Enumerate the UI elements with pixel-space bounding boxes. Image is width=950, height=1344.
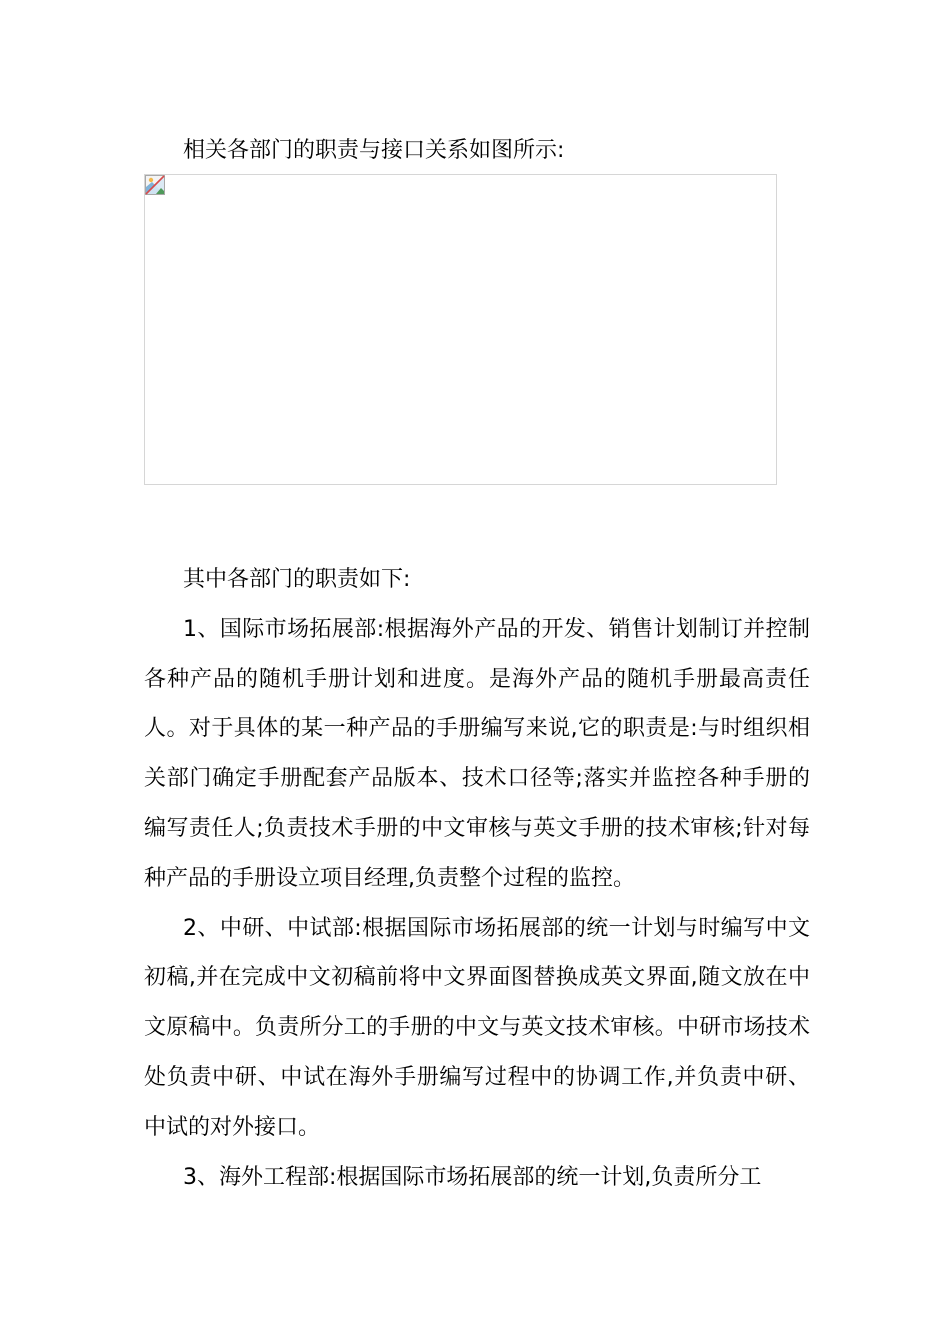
section-heading: 其中各部门的职责如下: xyxy=(183,567,411,592)
broken-image-icon xyxy=(145,175,165,195)
intro-text: 相关各部门的职责与接口关系如图所示: xyxy=(183,138,565,163)
figure-placeholder xyxy=(144,174,777,485)
paragraph-3: 3、海外工程部:根据国际市场拓展部的统一计划,负责所分工 xyxy=(183,1164,762,1190)
body-text xyxy=(144,555,810,1202)
paragraph-1: 1、国际市场拓展部:根据海外产品的开发、销售计划制订并控制各种产品的随机手册计划和进度。是海外产品的随机手册最高责任人。对于具体的某一种产品的手册编写来说,它的职责是:与时组织相关部门确定手册配套产品版本、技术口径等;落实并监控各种手册的编写责任人;负责技术手册的中文审核与英文手册的技术审核;针对每种产品的手册设立项目经理,负责整个过程的监控。 xyxy=(144,616,810,891)
paragraph-2: 2、中研、中试部:根据国际市场拓展部的统一计划与时编写中文初稿,并在完成中文初稿前将中文界面图替换成英文界面,随文放在中文原稿中。负责所分工的手册的中文与英文技术审核。中研市场技术处负责中研、中试在海外手册编写过程中的协调工作,并负责中研、中试的对外接口。 xyxy=(144,915,810,1140)
